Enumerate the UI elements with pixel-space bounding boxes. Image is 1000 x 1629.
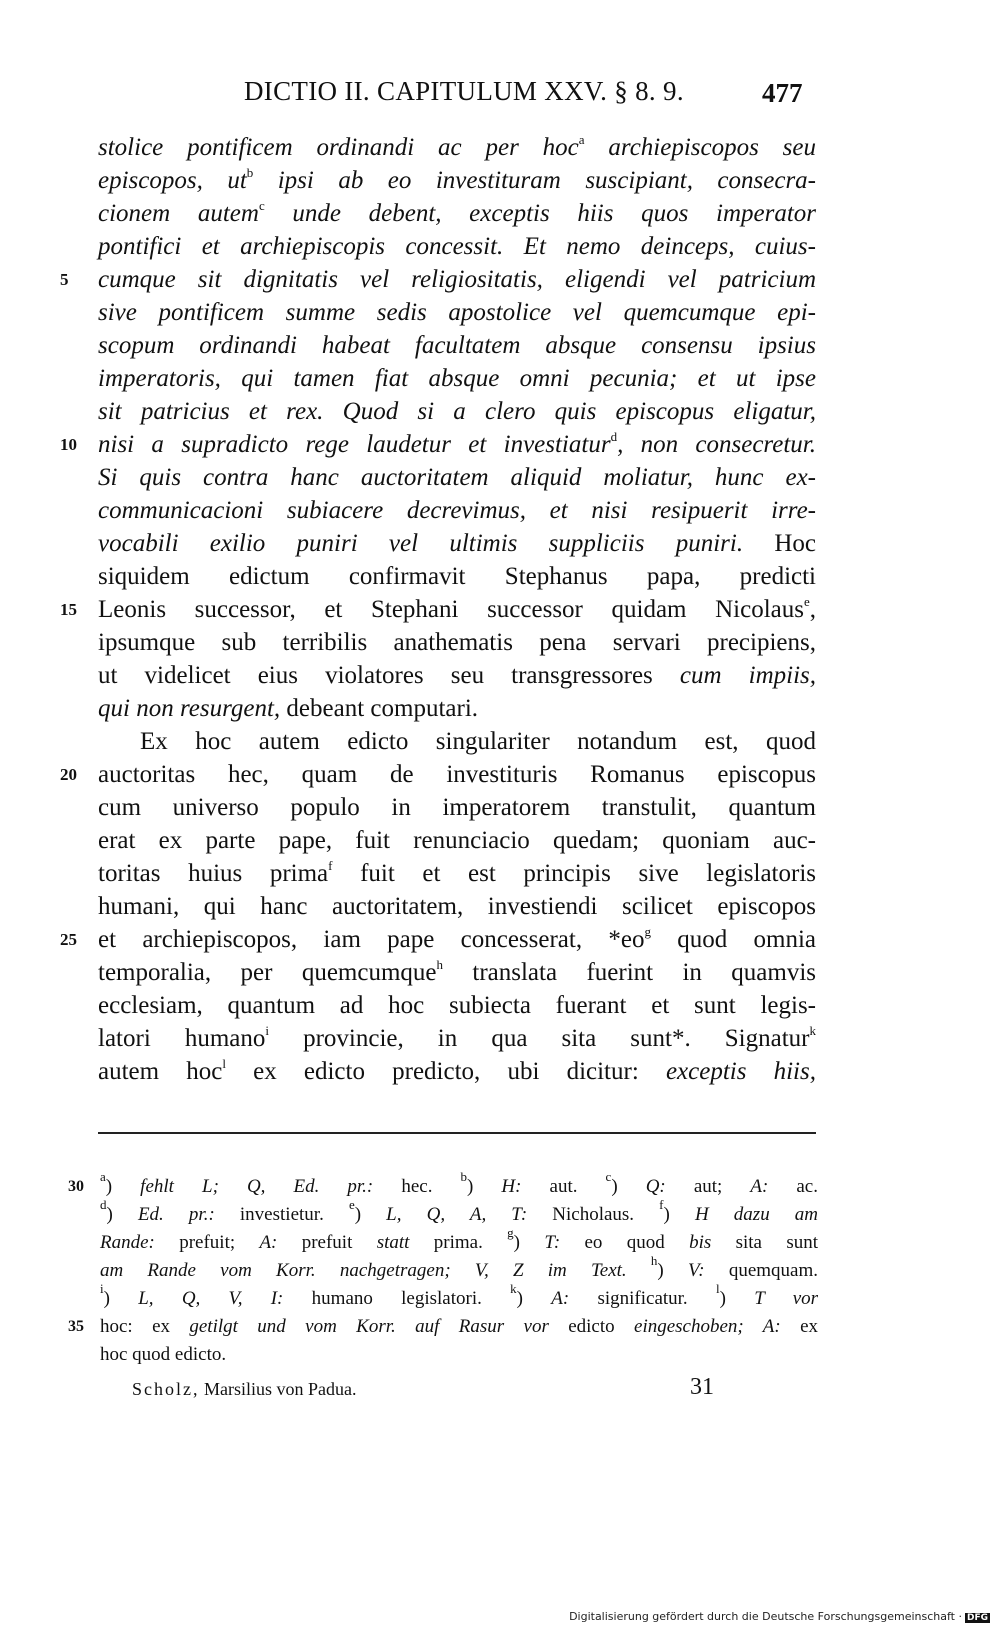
text-segment: ) <box>354 1204 387 1225</box>
text-segment: ipsi ab eo investituram suscipiant, consecra- <box>253 167 816 194</box>
text-segment: latori humano <box>98 1025 266 1052</box>
text-segment: prefuit; <box>154 1232 260 1253</box>
text-segment: imperatoris, qui tamen fiat absque omni pecunia; et ut ipse <box>98 365 816 392</box>
footnote-marker: d <box>100 1197 107 1212</box>
text-line <box>98 956 816 989</box>
footnote-marker: h <box>436 957 444 972</box>
text-segment: ) <box>103 1288 139 1309</box>
text-segment: statt <box>376 1232 410 1253</box>
text-segment: ) <box>513 1232 545 1253</box>
footnote-line <box>100 1225 818 1257</box>
sheet-signature: 31 <box>690 1374 714 1400</box>
text-line <box>98 824 816 857</box>
text-segment: Nicholaus. <box>527 1204 660 1225</box>
text-segment: ) <box>663 1204 695 1225</box>
text-line <box>60 263 816 296</box>
text-segment: fehlt L; Q, Ed. pr.: <box>140 1176 374 1197</box>
footnote-marker: d <box>610 429 618 444</box>
text-segment: L, Q, V, I: <box>138 1288 284 1309</box>
text-line <box>98 395 816 428</box>
text-segment: significatur. <box>569 1288 716 1309</box>
page-number: 477 <box>762 78 803 108</box>
text-segment: sit patricius et rex. Quod si a clero quis episcopus eligatur, <box>98 398 816 425</box>
footnotes <box>68 1169 819 1369</box>
text-segment: ) <box>657 1260 688 1281</box>
main-text <box>60 131 817 1088</box>
text-line <box>98 1055 816 1088</box>
footer-book: Marsilius von Padua. <box>199 1379 357 1399</box>
text-segment: temporalia, per quemcumque <box>98 959 437 986</box>
footnote-line <box>100 1281 819 1313</box>
text-line <box>98 560 816 593</box>
text-segment: am Rande vom Korr. nachgetragen; V, Z im Text. <box>100 1260 627 1281</box>
text-segment: hec. <box>373 1176 461 1197</box>
text-segment: T: <box>544 1232 561 1253</box>
text-segment: investietur. <box>214 1204 349 1225</box>
footnote-line <box>100 1253 819 1285</box>
text-segment: H dazu am <box>694 1204 819 1225</box>
text-segment: fuit et est principis sive legislatoris <box>332 860 816 887</box>
text-line <box>60 923 816 956</box>
text-line <box>98 230 816 263</box>
footnote-marker: l <box>715 1281 720 1296</box>
text-segment: , non consecretur. <box>617 431 816 458</box>
digitization-credit <box>569 1610 990 1623</box>
text-segment: qui non resurgent, <box>98 695 281 722</box>
footnote-marker: a <box>578 132 585 147</box>
footnote-marker: g <box>644 924 651 939</box>
text-line <box>98 494 816 527</box>
footnote-marker: k <box>510 1281 517 1296</box>
footnote-marker: l <box>222 1056 226 1071</box>
text-segment: , <box>809 596 816 623</box>
text-segment <box>627 1260 651 1281</box>
running-header <box>0 76 1000 116</box>
text-segment: sita sunt <box>711 1232 818 1253</box>
text-segment: Si quis contra hanc auctoritatem aliquid moliatur, hunc ex- <box>98 464 816 491</box>
footer-author: Scholz, <box>132 1379 200 1399</box>
footnote-rule <box>98 1132 816 1134</box>
footnote-marker: c <box>605 1169 612 1184</box>
footnote-marker: h <box>650 1253 658 1268</box>
footnote-marker: g <box>507 1225 514 1240</box>
text-segment: aut. <box>521 1176 606 1197</box>
text-segment: ) <box>106 1204 138 1225</box>
text-segment: hoc: ex <box>100 1316 190 1337</box>
text-line <box>60 593 816 626</box>
footnote-marker: b <box>460 1169 467 1184</box>
text-line <box>98 131 816 164</box>
text-line <box>98 725 816 758</box>
text-segment: exceptis hiis, <box>665 1058 816 1085</box>
footnote-marker: f <box>659 1197 664 1212</box>
text-segment: eo quod <box>560 1232 690 1253</box>
text-line <box>98 1022 816 1055</box>
text-segment: Leonis successor, et Stephani successor quidam Nicolaus <box>98 596 804 623</box>
text-segment: et archiepiscopos, iam pape concesserat, *eo <box>98 926 645 953</box>
text-segment: H: <box>501 1176 522 1197</box>
line-number: 35 <box>68 1318 84 1335</box>
text-segment: archiepiscopos seu <box>584 134 817 161</box>
signature-line <box>132 1379 357 1400</box>
text-line <box>98 692 816 725</box>
text-segment: toritas huius prima <box>98 860 329 887</box>
text-segment: erat ex parte pape, fuit renunciacio quedam; quoniam auc- <box>98 827 816 854</box>
footnote-marker: e <box>348 1197 355 1212</box>
text-line <box>98 890 816 923</box>
text-segment: nisi a supradicto rege laudetur et investiatur <box>98 431 611 458</box>
text-segment: cum impiis, <box>679 662 816 689</box>
text-segment: L, Q, A, T: <box>386 1204 528 1225</box>
line-number: 20 <box>60 765 77 784</box>
text-segment: vocabili exilio puniri vel ultimis suppliciis puniri. <box>98 530 744 557</box>
text-segment: cumque sit dignitatis vel religiositatis, eligendi vel patricium <box>98 266 816 293</box>
line-number: 5 <box>60 270 69 289</box>
footnote-line <box>68 1169 818 1201</box>
text-line <box>98 659 816 692</box>
text-segment: provincie, in qua sita sunt*. Signatur <box>269 1025 810 1052</box>
text-segment: ecclesiam, quantum ad hoc subiecta fuerant et sunt legis- <box>98 992 816 1019</box>
text-segment: T vor <box>754 1288 819 1309</box>
text-segment: episcopos, ut <box>98 167 247 194</box>
text-segment: ) <box>105 1176 141 1197</box>
text-segment: unde debent, exceptis hiis quos imperator <box>264 200 816 227</box>
text-line <box>98 197 816 230</box>
text-segment: aut; <box>665 1176 751 1197</box>
text-segment: cionem autem <box>98 200 259 227</box>
text-segment: prefuit <box>277 1232 377 1253</box>
footnote-line <box>68 1313 818 1341</box>
text-segment: humano legislatori. <box>283 1288 511 1309</box>
text-line <box>98 527 816 560</box>
text-line <box>98 857 816 890</box>
line-number: 10 <box>60 435 77 454</box>
text-segment: Hoc <box>743 530 816 557</box>
text-line <box>60 428 816 461</box>
line-number: 15 <box>60 600 77 619</box>
footnote-marker: k <box>809 1023 816 1038</box>
footnote-marker: i <box>265 1023 269 1038</box>
text-line <box>98 164 816 197</box>
text-segment: ut videlicet eius violatores seu transgressores <box>98 662 680 689</box>
digitization-text: Digitalisierung gefördert durch die Deutsche Forschungsgemeinschaft · <box>569 1610 962 1623</box>
footnote-marker: a <box>100 1169 106 1184</box>
text-segment: communicacioni subiacere decrevimus, et nisi resipuerit irre- <box>98 497 816 524</box>
text-segment: hoc quod edicto. <box>100 1344 227 1365</box>
text-line <box>98 989 816 1022</box>
text-segment: sive pontificem summe sedis apostolice vel quemcumque epi- <box>98 299 816 326</box>
text-segment: ac. <box>768 1176 818 1197</box>
text-segment: A: <box>750 1176 769 1197</box>
footnote-marker: i <box>100 1281 104 1296</box>
text-segment: eingeschoben; A: <box>634 1316 781 1337</box>
text-segment: siquidem edictum confirmavit Stephanus papa, predicti <box>98 563 816 590</box>
text-line <box>98 791 816 824</box>
footnote-marker: e <box>803 594 810 609</box>
text-segment: bis <box>689 1232 712 1253</box>
text-segment: Ex hoc autem edicto singulariter notandum est, quod <box>140 728 816 755</box>
line-number: 25 <box>60 930 77 949</box>
text-segment: prima. <box>409 1232 508 1253</box>
text-segment: ) <box>611 1176 646 1197</box>
text-segment: A: <box>551 1288 570 1309</box>
text-segment: stolice pontificem ordinandi ac per hoc <box>98 134 579 161</box>
text-segment: A: <box>259 1232 278 1253</box>
dfg-logo: DFG <box>966 1613 988 1623</box>
text-segment: Q: <box>645 1176 666 1197</box>
text-segment: ex edicto predicto, ubi dicitur: <box>225 1058 666 1085</box>
text-line <box>98 329 816 362</box>
text-segment: getilgt und vom Korr. auf Rasur vor <box>189 1316 549 1337</box>
text-segment: pontifici et archiepiscopis concessit. Et nemo deinceps, cuius- <box>98 233 816 260</box>
footnote-line <box>100 1197 819 1229</box>
text-segment: ipsumque sub terribilis anathematis pena servari precipiens, <box>98 629 816 656</box>
text-segment: ) <box>719 1288 755 1309</box>
text-segment: quod omnia <box>650 926 816 953</box>
header-title: DICTIO II. CAPITULUM XXV. § 8. 9. <box>244 76 684 106</box>
text-segment: ) <box>516 1288 552 1309</box>
text-segment: cum universo populo in imperatorem transtulit, quantum <box>98 794 816 821</box>
text-segment: translata fuerint in quamvis <box>443 959 817 986</box>
text-segment: scopum ordinandi habeat facultatem absque consensu ipsius <box>98 332 816 359</box>
text-segment: ex <box>780 1316 818 1337</box>
text-segment: debeant computari. <box>280 695 479 722</box>
footnote-marker: c <box>258 198 265 213</box>
text-line <box>98 296 816 329</box>
text-segment: V: <box>687 1260 705 1281</box>
text-line <box>98 461 816 494</box>
text-segment: edicto <box>548 1316 635 1337</box>
text-line <box>60 758 816 791</box>
text-segment: autem hoc <box>98 1058 223 1085</box>
footnote-marker: f <box>328 858 333 873</box>
text-segment: Ed. pr.: <box>137 1204 215 1225</box>
text-segment: humani, qui hanc auctoritatem, investiendi scilicet episcopos <box>98 893 816 920</box>
line-number: 30 <box>68 1178 84 1195</box>
text-line <box>98 362 816 395</box>
text-segment: quemquam. <box>704 1260 819 1281</box>
footnote-marker: b <box>246 165 254 180</box>
footnote-line <box>100 1341 818 1369</box>
text-segment: Rande: <box>100 1232 155 1253</box>
text-line <box>98 626 816 659</box>
text-segment: auctoritas hec, quam de investituris Romanus episcopus <box>98 761 816 788</box>
text-segment: ) <box>467 1176 502 1197</box>
